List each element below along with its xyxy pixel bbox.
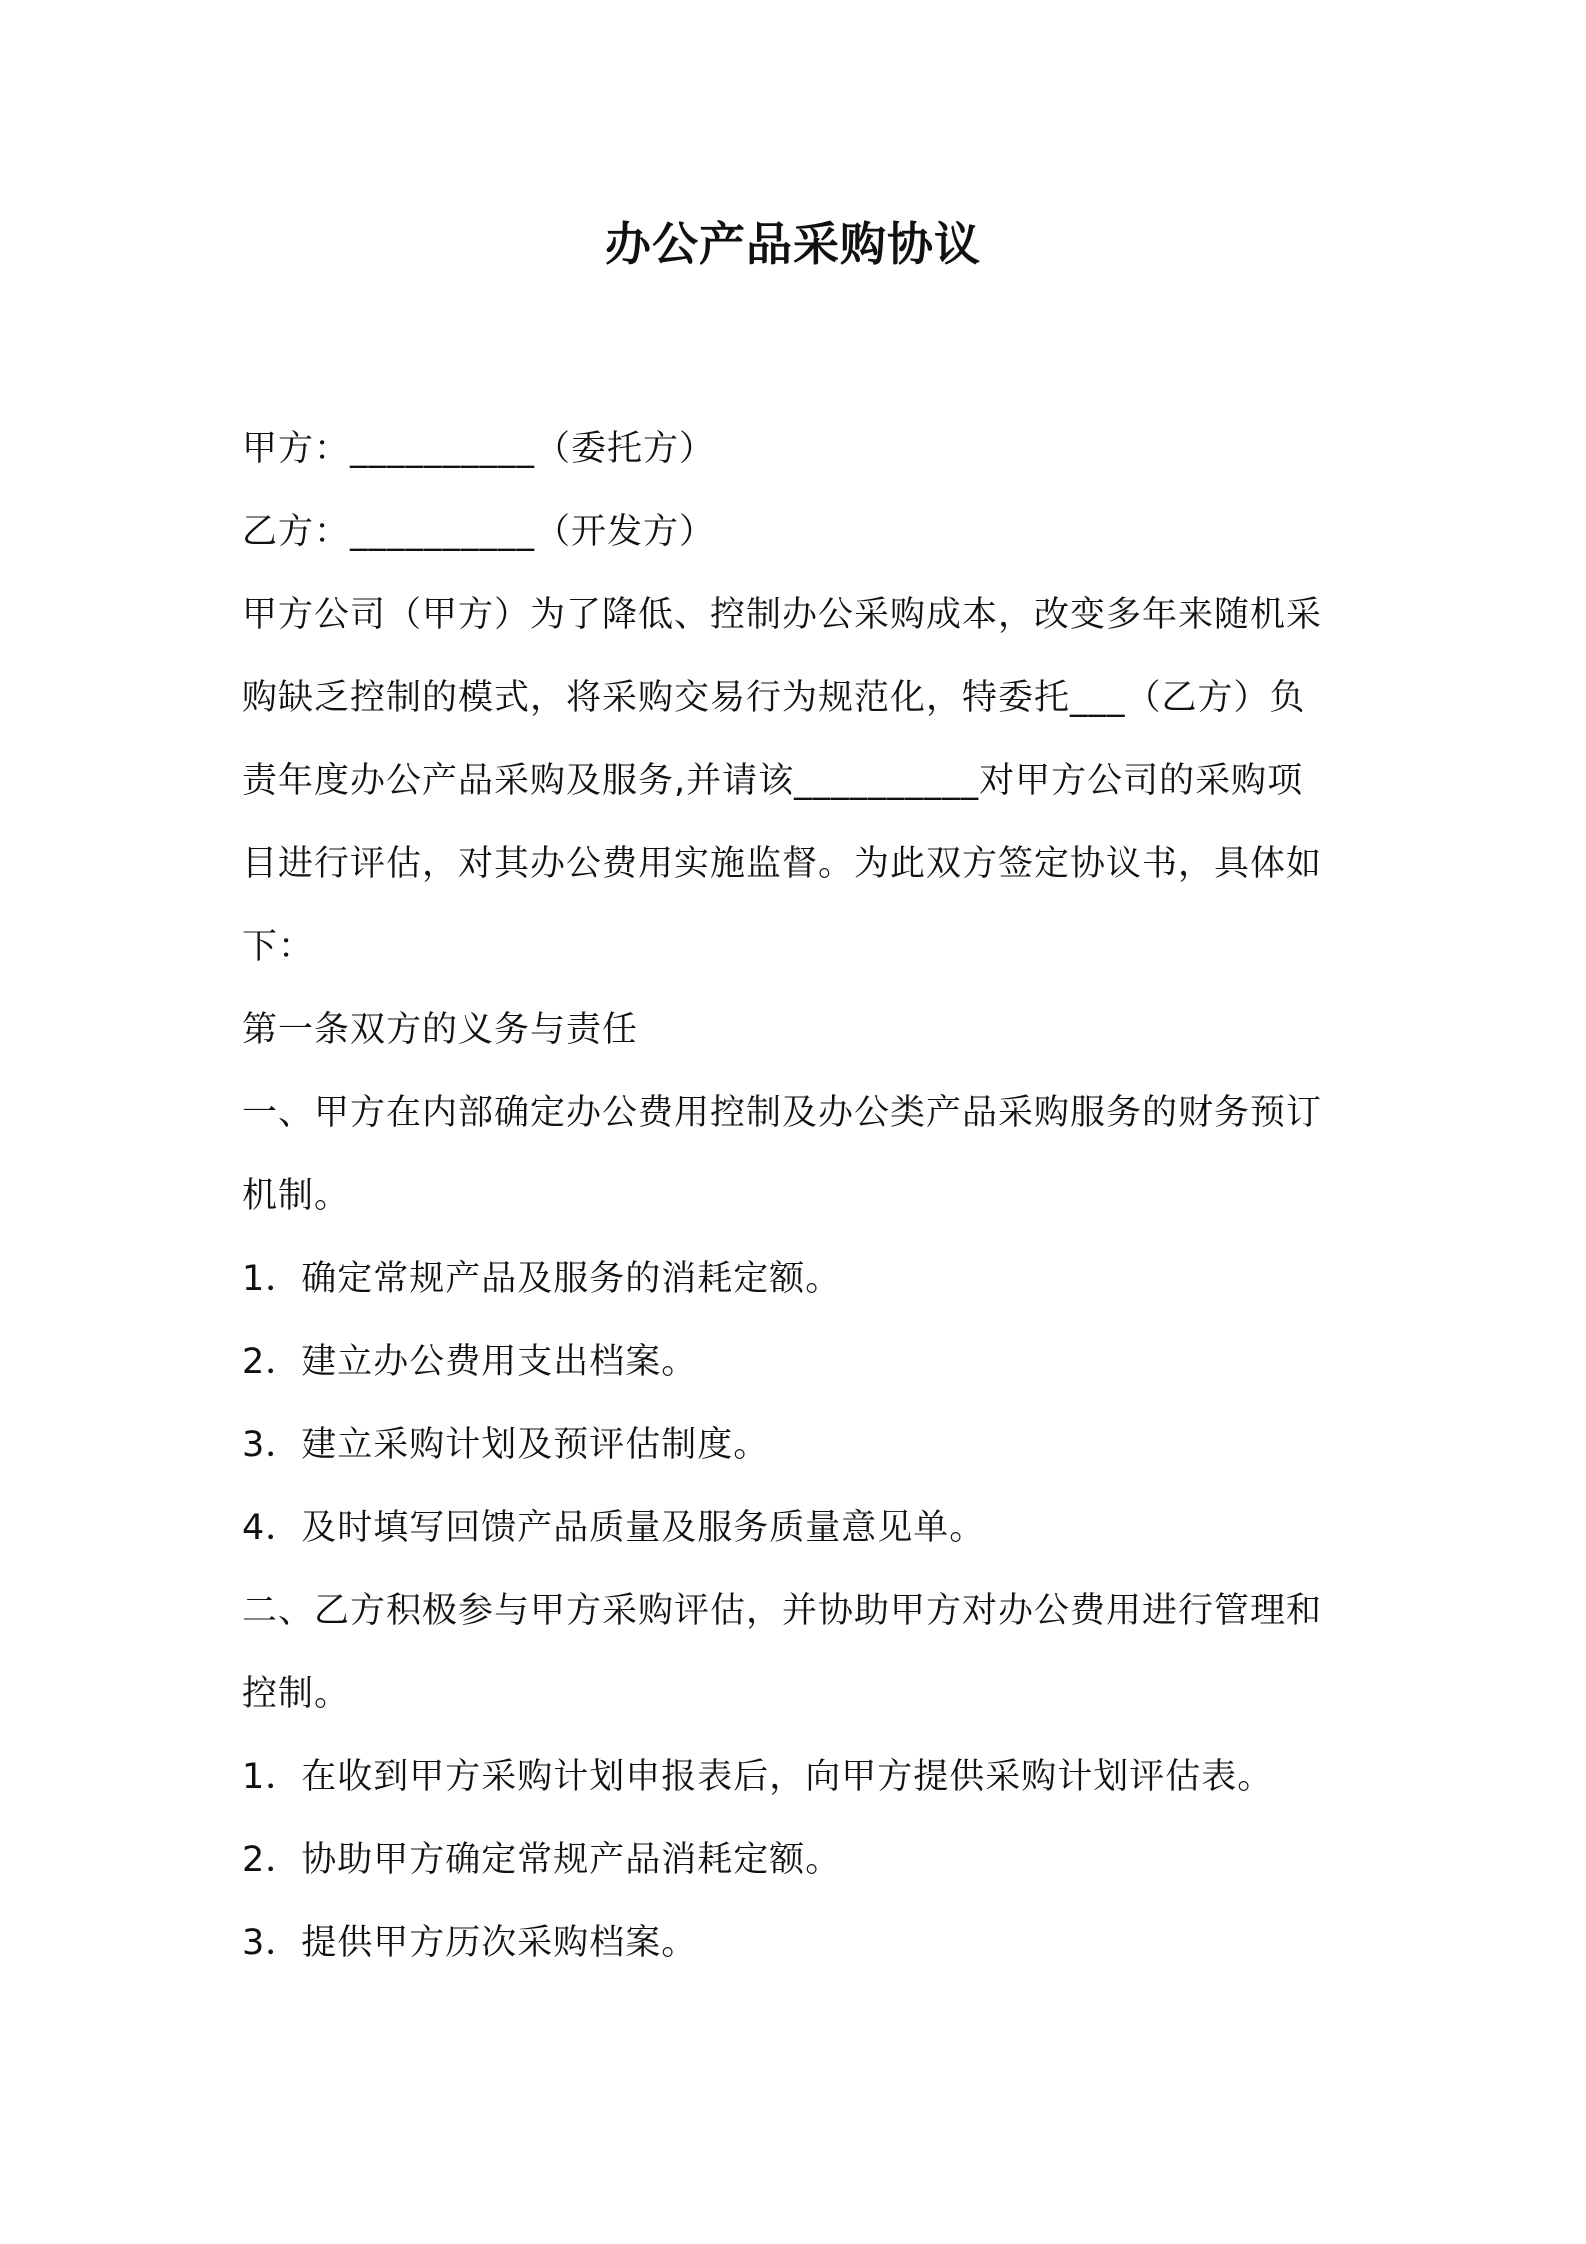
document-body [242, 408, 1362, 1985]
section-heading: 二、乙方积极参与甲方采购评估，并协助甲方对办公费用进行管理和 [242, 1591, 1323, 1631]
paragraph-line: 购缺乏控制的模式，将采购交易行为规范化，特委托___（乙方）负 [242, 678, 1306, 718]
list-item: 4．及时填写回馈产品质量及服务质量意见单。 [242, 1508, 986, 1548]
paragraph-line: 责年度办公产品采购及服务,并请该__________对甲方公司的采购项 [242, 761, 1304, 801]
list-item: 2．协助甲方确定常规产品消耗定额。 [242, 1840, 842, 1880]
section-heading: 机制。 [242, 1176, 351, 1216]
list-item: 3．提供甲方历次采购档案。 [242, 1923, 698, 1963]
document-title: 办公产品采购协议 [605, 217, 981, 271]
party-b-line: 乙方：__________（开发方） [242, 512, 716, 552]
list-item: 1．在收到甲方采购计划申报表后，向甲方提供采购计划评估表。 [242, 1757, 1274, 1797]
paragraph-line: 下： [242, 927, 315, 967]
paragraph-line: 甲方公司（甲方）为了降低、控制办公采购成本，改变多年来随机采 [242, 595, 1323, 635]
article-heading: 第一条双方的义务与责任 [242, 1010, 639, 1050]
list-item: 1．确定常规产品及服务的消耗定额。 [242, 1259, 842, 1299]
section-heading: 控制。 [242, 1674, 351, 1714]
list-item: 2．建立办公费用支出档案。 [242, 1342, 698, 1382]
section-heading: 一、甲方在内部确定办公费用控制及办公类产品采购服务的财务预订 [242, 1093, 1323, 1133]
paragraph-line: 目进行评估，对其办公费用实施监督。为此双方签定协议书，具体如 [242, 844, 1323, 884]
list-item: 3．建立采购计划及预评估制度。 [242, 1425, 770, 1465]
party-a-line: 甲方：__________（委托方） [242, 429, 716, 469]
